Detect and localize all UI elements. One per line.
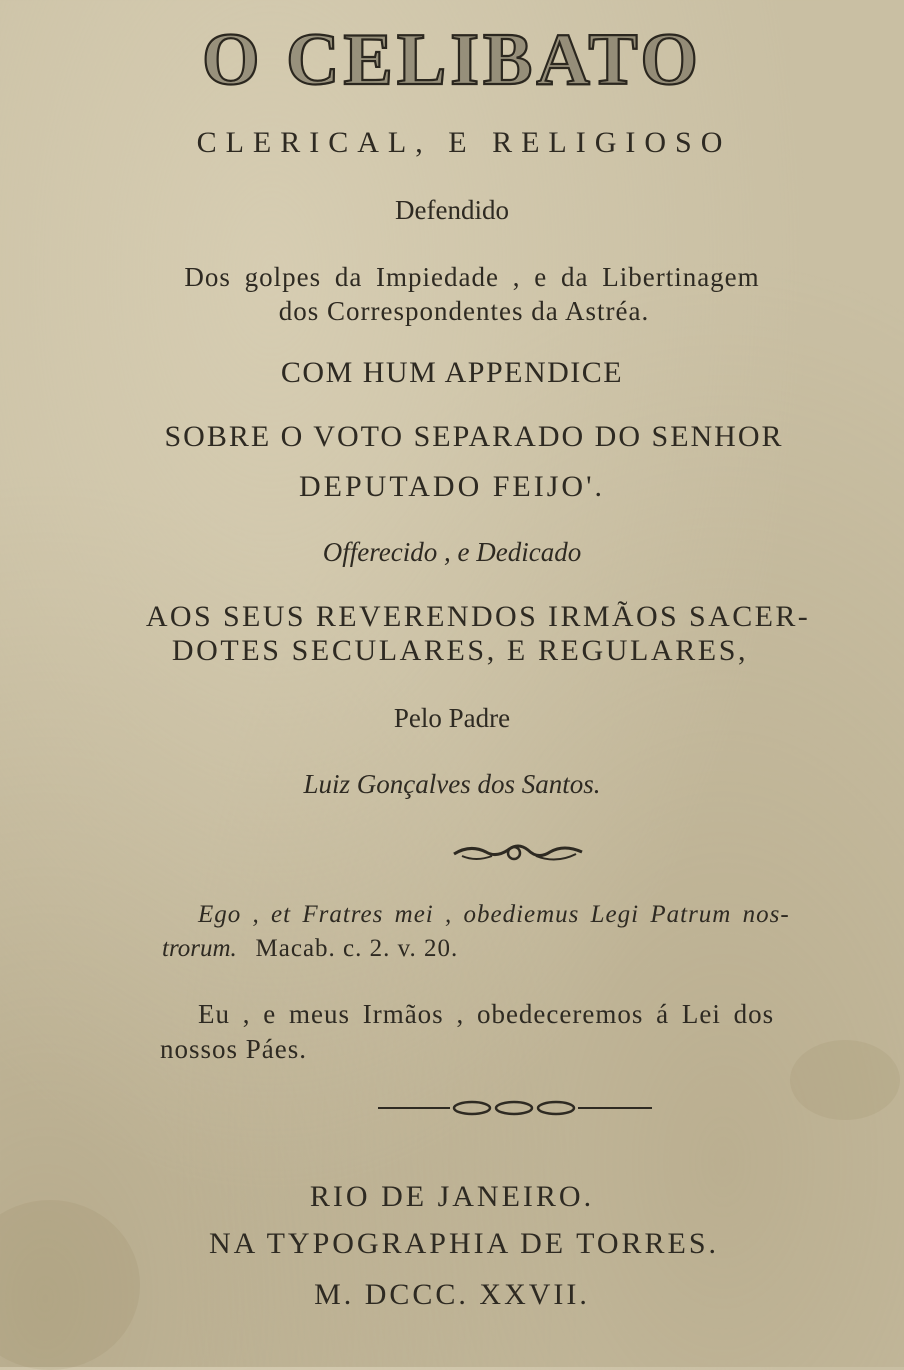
dedication-line-1: AOS SEUS REVERENDOS IRMÃOS SACER-: [145, 600, 811, 633]
latin-epigraph-word: trorum.: [162, 935, 237, 962]
bible-citation: Macab. c. 2. v. 20.: [255, 935, 459, 962]
dedication-line-2: DOTES SECULARES, E REGULARES,: [171, 634, 749, 667]
book-subtitle: CLERICAL, E RELIGIOSO: [196, 126, 732, 159]
latin-epigraph-line-2: [162, 935, 458, 963]
offered-label: Offerecido , e Dedicado: [322, 537, 582, 567]
rule-ornament: [376, 1098, 654, 1118]
imprint-year: M. DCCC. XXVII.: [314, 1278, 590, 1311]
portuguese-epigraph-line-2: nossos Páes.: [160, 1034, 308, 1064]
about-line-2: DEPUTADO FEIJO'.: [298, 470, 605, 503]
book-title: O CELIBATO: [202, 19, 702, 101]
author-name: Luiz Gonçalves dos Santos.: [303, 769, 601, 799]
latin-epigraph-line-1: Ego , et Fratres mei , obediemus Legi Patrum nos-: [198, 901, 790, 928]
by-label: Pelo Padre: [393, 703, 511, 733]
fleuron-ornament: [452, 838, 584, 868]
imprint-printer: NA TYPOGRAPHIA DE TORRES.: [208, 1227, 720, 1260]
paper-stain: [790, 1040, 900, 1120]
against-line-2: dos Correspondentes da Astréa.: [278, 296, 650, 326]
defended-label: Defendido: [395, 195, 509, 225]
against-line-1: Dos golpes da Impiedade , e da Libertinagem: [184, 262, 760, 292]
portuguese-epigraph-line-1: Eu , e meus Irmãos , obedeceremos á Lei dos: [198, 999, 775, 1029]
appendix-heading: COM HUM APPENDICE: [280, 356, 624, 389]
imprint-city: RIO DE JANEIRO.: [309, 1180, 595, 1213]
about-line-1: SOBRE O VOTO SEPARADO DO SENHOR: [164, 420, 784, 453]
